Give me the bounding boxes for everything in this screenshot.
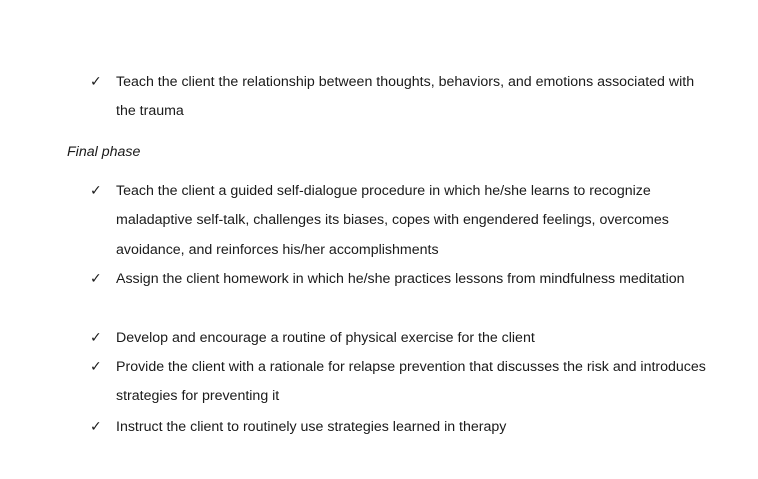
list-item xyxy=(90,324,710,353)
checkmark-icon: ✓ xyxy=(90,419,102,435)
list-item xyxy=(90,177,710,265)
checkmark-icon: ✓ xyxy=(90,330,102,346)
list-item xyxy=(90,413,710,442)
list-item-text: Instruct the client to routinely use strategies learned in therapy xyxy=(116,419,507,435)
checkmark-icon: ✓ xyxy=(90,74,102,90)
list-item-text: Develop and encourage a routine of physical exercise for the client xyxy=(116,330,535,346)
list-item-text: Teach the client a guided self-dialogue procedure in which he/she learns to recognize maladaptive self-talk, challenges its biases, copes with engendered feelings, overcomes avoidance, and reinforces his/her accomplishments xyxy=(116,183,669,258)
list-item-text: Provide the client with a rationale for relapse prevention that discusses the risk and introduces strategies for preventing it xyxy=(116,359,706,405)
list-item-text: Teach the client the relationship between thoughts, behaviors, and emotions associated with the trauma xyxy=(116,74,695,120)
list-item xyxy=(90,353,710,412)
list-item-text: Assign the client homework in which he/she practices lessons from mindfulness meditation xyxy=(116,271,685,287)
checkmark-icon: ✓ xyxy=(90,271,102,287)
section-heading: Final phase xyxy=(67,144,141,160)
checkmark-icon: ✓ xyxy=(90,183,102,199)
list-item xyxy=(90,265,710,294)
list-item xyxy=(90,68,710,127)
checkmark-icon: ✓ xyxy=(90,359,102,375)
